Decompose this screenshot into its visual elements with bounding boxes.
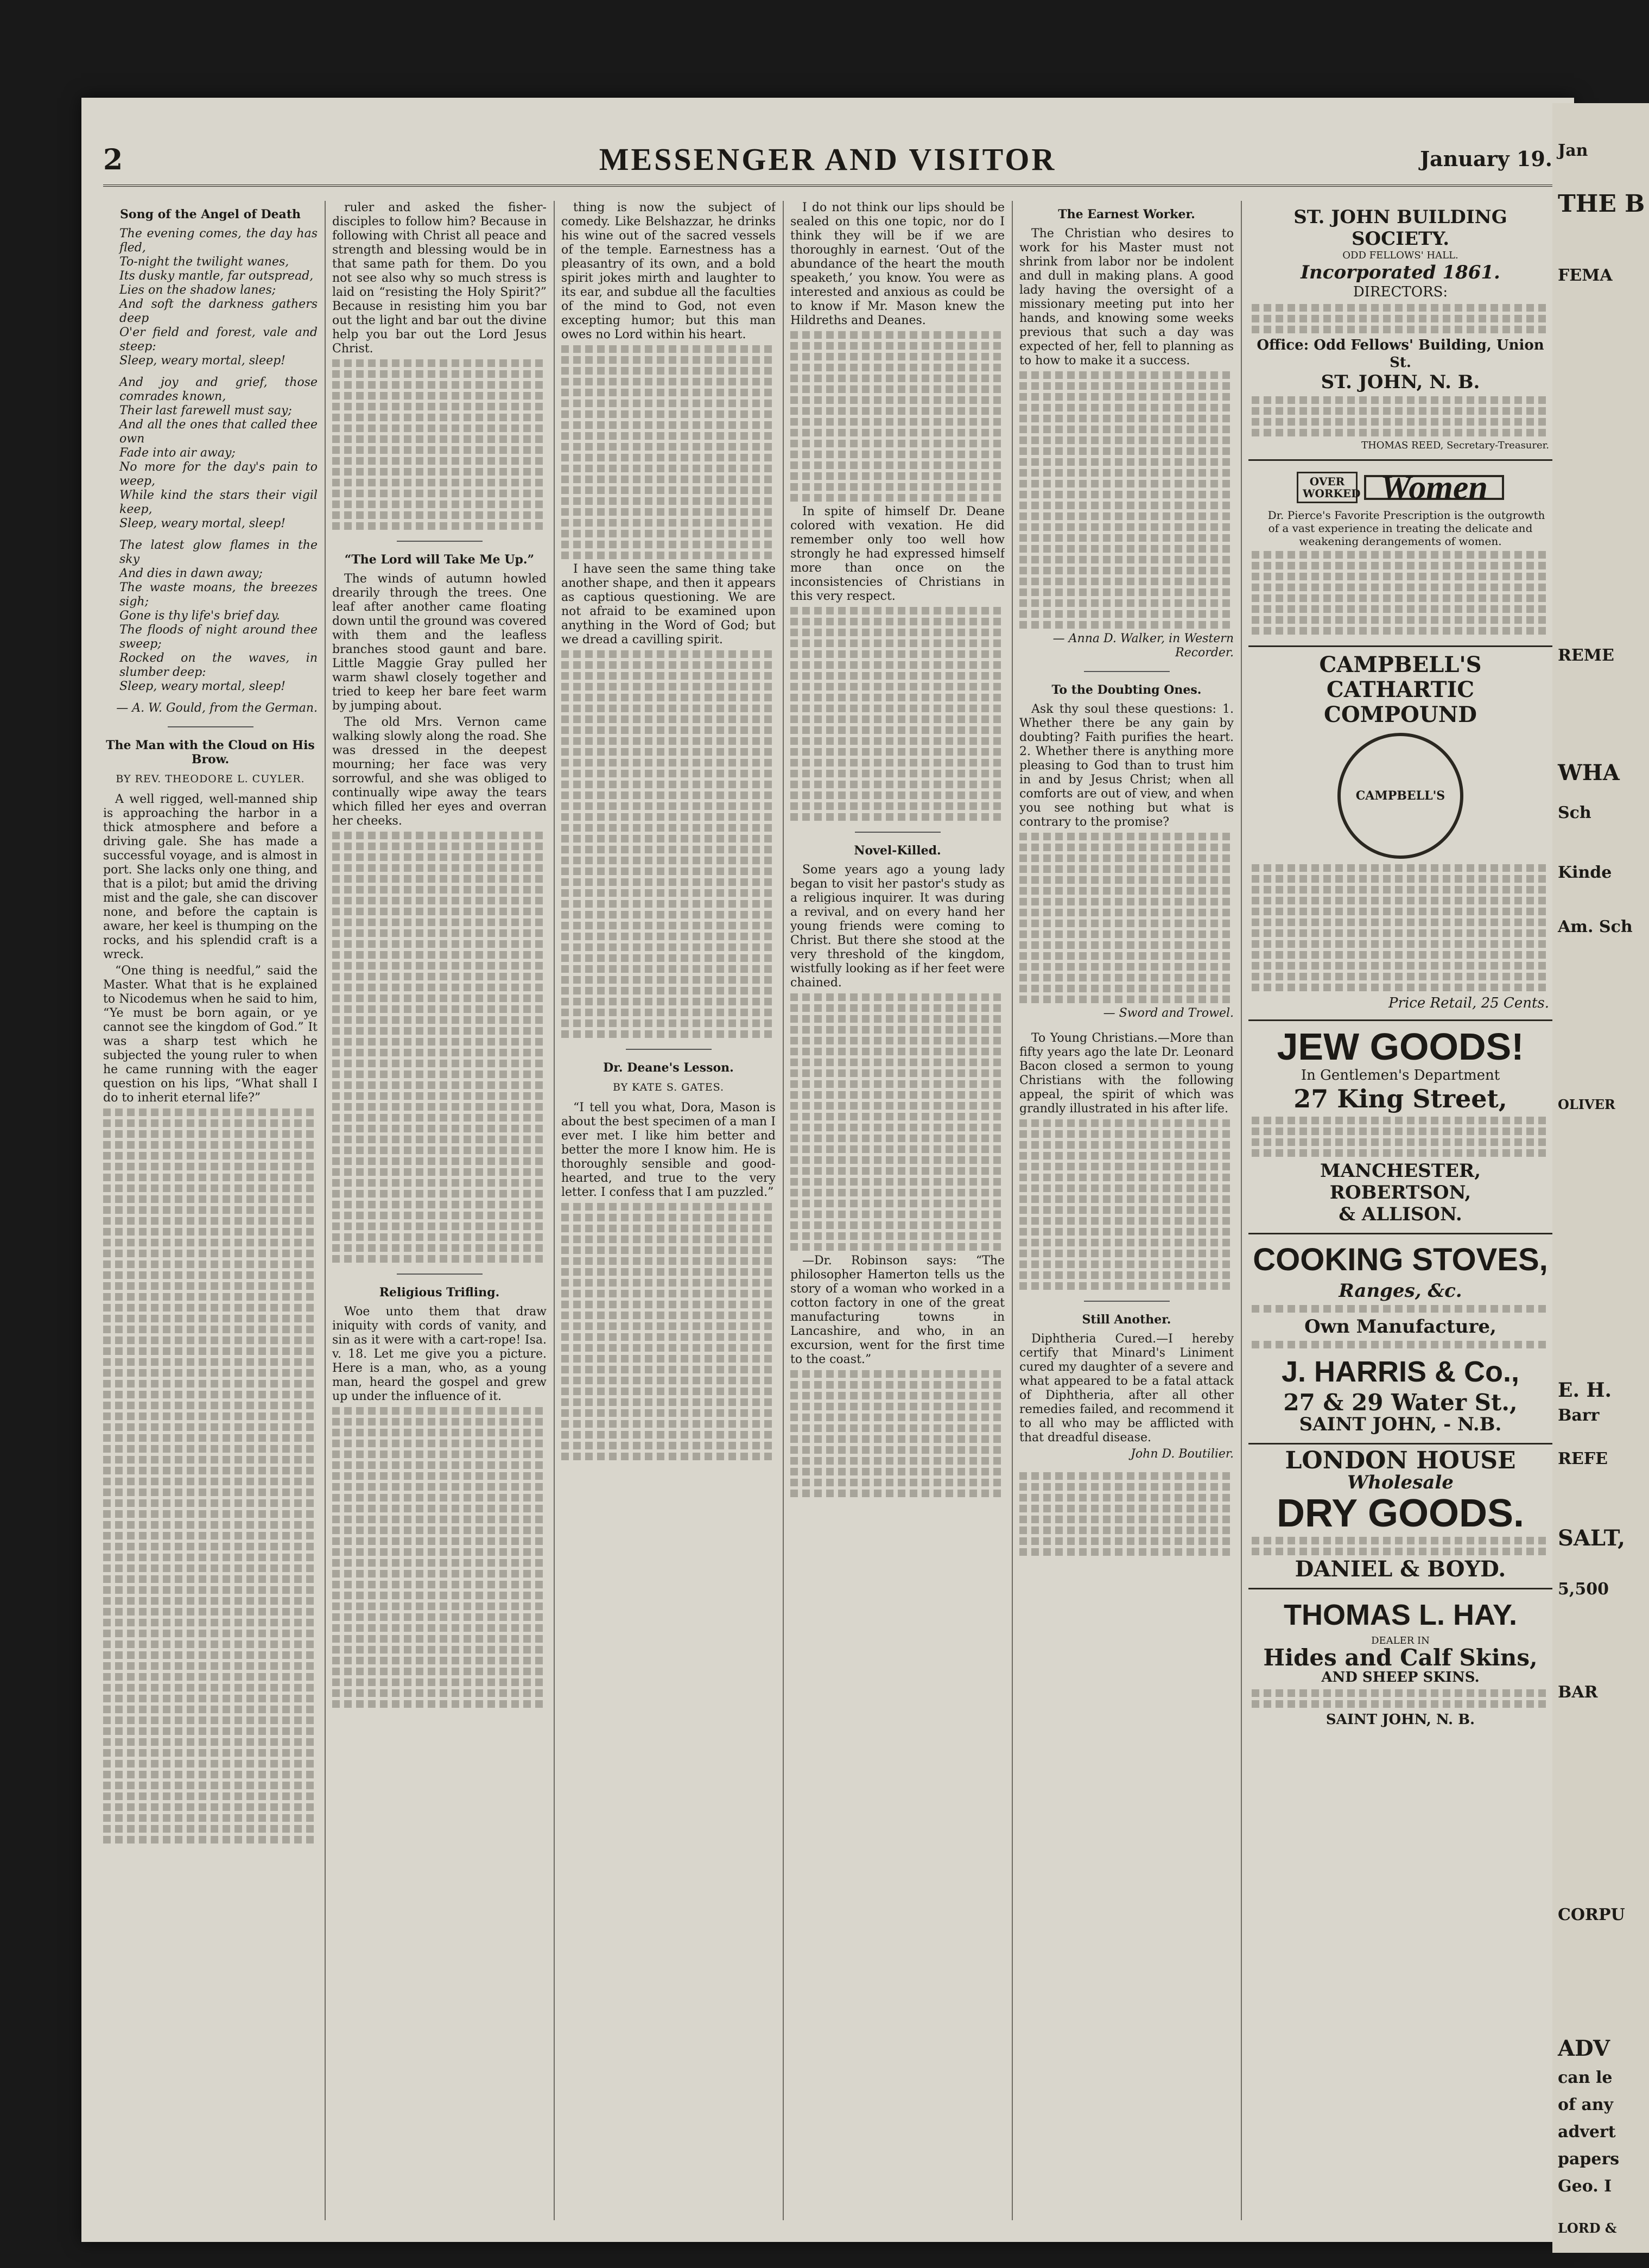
ad-title: COOKING STOVES, bbox=[1253, 1242, 1548, 1277]
adjacent-fragment: Kinde bbox=[1558, 863, 1612, 882]
ad-city: ST. JOHN, N. B. bbox=[1321, 371, 1480, 393]
divider bbox=[626, 1049, 712, 1050]
illegible-text-block bbox=[1019, 371, 1234, 629]
poem-title: Song of the Angel of Death bbox=[120, 207, 301, 221]
ad-jew-goods bbox=[1248, 1021, 1552, 1234]
article-paragraph: “I tell you what, Dora, Mason is about the best specimen of a man I ever met. I like him better and better the more I know him. He is thoroughly sensible and good-hearted, and true to the very letter. I confess that I am puzzled.” bbox=[561, 1101, 776, 1199]
poem-signature: — A. W. Gould, from the German. bbox=[116, 701, 318, 715]
illegible-text-block bbox=[790, 607, 1005, 821]
article-title: “The Lord will Take Me Up.” bbox=[344, 553, 535, 567]
article-signature: John D. Boutilier. bbox=[1131, 1447, 1234, 1461]
ad-goods: Hides and Calf Skins, bbox=[1263, 1644, 1538, 1671]
article-paragraph: I do not think our lips should be sealed on this one topic, nor do I think they will be if we are thoroughly in earnest. ‘Out of the abundance of the heart the mouth speaketh,’ you know. You were as interested and anxious as could be to know if Mr. Mason knew the Hildreths and Deanes. bbox=[790, 201, 1005, 327]
article-title: The Earnest Worker. bbox=[1058, 207, 1195, 221]
article-signature: — Sword and Trowel. bbox=[1103, 1006, 1234, 1020]
illegible-text-block bbox=[332, 832, 547, 1263]
ad-city: SAINT JOHN, - N.B. bbox=[1299, 1414, 1502, 1435]
illegible-text-block bbox=[790, 993, 1005, 1251]
illegible-text-block bbox=[1019, 1472, 1234, 1556]
ad-campbells-cathartic bbox=[1248, 647, 1552, 1021]
divider bbox=[1084, 671, 1170, 672]
divider bbox=[855, 832, 941, 833]
illegible-text-block bbox=[1019, 1119, 1234, 1290]
poem-stanza: And joy and grief, those comrades known, Their last farewell must say; And all the ones that called thee own Fade into air away; No more for the day's pain to weep, While kind the stars their vigil keep, Sleep, weary mortal, sleep! bbox=[119, 376, 318, 530]
ad-city: SAINT JOHN, N. B. bbox=[1325, 1712, 1475, 1728]
column-5 bbox=[1019, 201, 1234, 2220]
page-number: 2 bbox=[103, 143, 123, 176]
article-paragraph: I have seen the same thing take another shape, and then it appears as captious questioning. We are not afraid to be examined upon anything in the Word of God; but we dread a cavilling spirit. bbox=[561, 562, 776, 647]
column-rule bbox=[325, 201, 326, 2220]
divider bbox=[1084, 1301, 1170, 1302]
illegible-text-block bbox=[790, 1370, 1005, 1497]
article-title: Dr. Deane's Lesson. bbox=[603, 1061, 734, 1075]
ad-own-manufacture: Own Manufacture, bbox=[1304, 1316, 1496, 1338]
article-signature: — Anna D. Walker, in Western Recorder. bbox=[1052, 632, 1234, 660]
ad-address: 27 & 29 Water St., bbox=[1283, 1389, 1518, 1416]
ad-subtitle: In Gentlemen's Department bbox=[1301, 1067, 1500, 1084]
article-paragraph: —Dr. Robinson says: “The philosopher Hamerton tells us the story of a woman who worked in a cotton factory in one of the great manufacturing towns in Lancashire, and who, in an excursion, went for the first time to the coast.” bbox=[790, 1254, 1005, 1366]
adjacent-fragment: OLIVER bbox=[1558, 1097, 1615, 1112]
illegible-text-block bbox=[561, 1203, 776, 1460]
ad-title: CAMPBELL'S CATHARTIC COMPOUND bbox=[1319, 652, 1482, 727]
adjacent-fragment: BAR bbox=[1558, 1683, 1598, 1702]
column-3 bbox=[561, 201, 776, 2220]
adjacent-fragment: WHA bbox=[1558, 760, 1620, 785]
adjacent-fragment: Sch bbox=[1558, 803, 1591, 822]
column-rule bbox=[1241, 201, 1242, 2220]
newspaper-page bbox=[81, 98, 1574, 2242]
column-4 bbox=[790, 201, 1005, 2220]
illegible-text-block bbox=[561, 650, 776, 1038]
ad-badge: OVER WORKED bbox=[1297, 472, 1358, 503]
adjacent-fragment: REME bbox=[1558, 646, 1614, 665]
illegible-text-block bbox=[332, 359, 547, 530]
ad-subtitle: ODD FELLOWS' HALL. bbox=[1342, 250, 1458, 261]
masthead bbox=[103, 141, 1552, 187]
article-paragraph: A well rigged, well-manned ship is approaching the harbor in a thick atmosphere and before a driving gale. She has made a successful voyage, and is almost in port. She lacks only one thing, and that is a pilot; but amid the driving mist and the gale, she can discover none, and before the captain is aware, her keel is thumping on the rocks, and his splendid craft is a wreck. bbox=[103, 793, 318, 961]
ad-signature: THOMAS REED, Secretary-Treasurer. bbox=[1361, 440, 1549, 451]
article-paragraph: Woe unto them that draw iniquity with cords of vanity, and sin as it were with a cart-rope! Isa. v. 18. Let me give you a picture. Here is a man, who, as a young man, heard the gospel and grew up under the influence of it. bbox=[332, 1305, 547, 1403]
poem-stanza: The evening comes, the day has fled, To-night the twilight wanes, Its dusky mantle, far outspread, Lies on the shadow lanes; And soft the darkness gathers deep O'er field and forest, vale and steep: Sleep, weary mortal, sleep! bbox=[119, 227, 318, 368]
article-paragraph: The Christian who desires to work for his Master must not shrink from labor nor be indolent and dull in making plans. A good lady having the oversight of a missionary meeting put into her hands, and knowing some weeks previous that such a day was expected of her, fell to planning as to how to make it a success. bbox=[1019, 227, 1234, 368]
ad-subtitle: Wholesale bbox=[1347, 1472, 1454, 1493]
ad-subtitle: Ranges, &c. bbox=[1339, 1280, 1462, 1302]
divider bbox=[397, 1274, 483, 1275]
adjacent-fragment: FEMA bbox=[1558, 266, 1613, 285]
ad-office: Office: Odd Fellows' Building, Union St. bbox=[1257, 337, 1544, 371]
adjacent-fragment: 5,500 bbox=[1558, 1580, 1609, 1599]
article-title: Novel-Killed. bbox=[854, 844, 941, 858]
ad-firm: J. HARRIS & Co., bbox=[1281, 1355, 1520, 1388]
article-paragraph: thing is now the subject of comedy. Like Belshazzar, he drinks his wine out of the sacred vessels of the temple. Earnestness has a pleasantry of its own, and a bold spirit jokes mirth and laughter to its ear, and subdue all the faculties of the mind to God, not even excepting humor; but this man owes no Lord within his heart. bbox=[561, 201, 776, 341]
ad-firm-line: & ALLISON. bbox=[1339, 1203, 1462, 1225]
adjacent-fragment: of any bbox=[1558, 2095, 1614, 2114]
article-paragraph: ruler and asked the fisher-disciples to follow him? Because in following with Christ all peace and strength and blessing would be in that same path for them. Do you not see also why so much stress is laid on “resisting the Holy Spirit?” Because in resisting him you bar out the light and bar out the divine help you bar out the Lord Jesus Christ. bbox=[332, 201, 547, 356]
column-2 bbox=[332, 201, 547, 2220]
ad-dealer: DEALER IN bbox=[1371, 1635, 1430, 1646]
adjacent-fragment: ADV bbox=[1558, 2036, 1610, 2061]
ad-title: THOMAS L. HAY. bbox=[1283, 1599, 1518, 1631]
column-rule bbox=[783, 201, 784, 2220]
adjacent-fragment: REFE bbox=[1558, 1449, 1608, 1468]
ad-price: Price Retail, 25 Cents. bbox=[1388, 995, 1549, 1011]
ad-title: JEW GOODS! bbox=[1277, 1025, 1524, 1068]
adjacent-fragment: can le bbox=[1558, 2068, 1613, 2087]
newspaper-title: MESSENGER AND VISITOR bbox=[599, 142, 1057, 177]
article-byline: BY KATE S. GATES. bbox=[612, 1081, 725, 1093]
adjacent-page-edge bbox=[1552, 103, 1649, 2253]
ad-subtitle: AND SHEEP SKINS. bbox=[1321, 1669, 1480, 1686]
ad-title: ST. JOHN BUILDING SOCIETY. bbox=[1293, 206, 1507, 250]
ad-address: 27 King Street, bbox=[1293, 1084, 1507, 1113]
adjacent-fragment: Barr bbox=[1558, 1406, 1600, 1425]
adjacent-date-fragment: Jan bbox=[1558, 141, 1588, 160]
adjacent-fragment: advert bbox=[1558, 2123, 1616, 2142]
ad-directors-heading: DIRECTORS: bbox=[1353, 284, 1448, 300]
adjacent-fragment: THE B bbox=[1558, 190, 1645, 218]
article-paragraph: To Young Christians.—More than fifty years ago the late Dr. Leonard Bacon closed a sermon to young Christians with the following appeal, the spirit of which was grandly illustrated in his after life. bbox=[1019, 1031, 1234, 1116]
article-title: To the Doubting Ones. bbox=[1051, 683, 1202, 697]
ad-title: LONDON HOUSE bbox=[1285, 1447, 1516, 1474]
medicine-seal-icon: CAMPBELL'S bbox=[1337, 733, 1463, 859]
article-byline: BY REV. THEODORE L. CUYLER. bbox=[116, 773, 305, 785]
column-rule bbox=[554, 201, 555, 2220]
illegible-text-block bbox=[332, 1407, 547, 1708]
issue-date: January 19. bbox=[1420, 147, 1552, 171]
article-paragraph: Ask thy soul these questions: 1. Whether there be any gain by doubting? Faith purifies the heart. 2. Whether there is anything more pleasing to God than to trust him in and by Jesus Christ; when all comforts are out of view, and when you see nothing but what is contrary to the promise? bbox=[1019, 702, 1234, 829]
ad-thomas-hay bbox=[1248, 1589, 1552, 1736]
ad-body: Dr. Pierce's Favorite Prescription is the outgrowth of a vast experience in treating the delicate and weakening derangements of women. bbox=[1267, 509, 1545, 548]
article-paragraph: “One thing is needful,” said the Master. What that is he explained to Nicodemus when he said to him, “Ye must be born again, or ye cannot see the kingdom of God.” It was a sharp test which he subjected the young ruler to when he came running with the eager question on his lips, “What shall I do to inherit eternal life?” bbox=[103, 964, 318, 1105]
article-paragraph: In spite of himself Dr. Deane colored with vexation. He did remember only too well how strongly he had expressed himself more than once on the inconsistencies of Christians in this very respect. bbox=[790, 505, 1005, 603]
ad-building-society bbox=[1248, 201, 1552, 461]
adjacent-fragment: papers bbox=[1558, 2150, 1620, 2169]
illegible-text-block bbox=[790, 331, 1005, 502]
divider bbox=[397, 541, 483, 542]
article-paragraph: Diphtheria Cured.—I hereby certify that Minard's Liniment cured my daughter of a severe and what appeared to be a fatal attack of Diphtheria, after all other remedies failed, and recommend it to all who may be afflicted with that dreadful disease. bbox=[1019, 1332, 1234, 1445]
adjacent-fragment: Geo. I bbox=[1558, 2177, 1612, 2196]
adjacent-fragment: LORD & bbox=[1558, 2220, 1617, 2236]
illegible-text-block bbox=[1019, 833, 1234, 1003]
article-paragraph: The winds of autumn howled drearily through the trees. One leaf after another came floating down until the ground was covered with them and the leafless branches stood gaunt and bare. Little Maggie Gray pulled her warm shawl closely together and tried to keep her bare feet warm by jumping about. bbox=[332, 572, 547, 713]
article-title: Still Another. bbox=[1082, 1313, 1171, 1327]
article-title: The Man with the Cloud on His Brow. bbox=[106, 738, 315, 766]
article-paragraph: Some years ago a young lady began to visit her pastor's study as a religious inquirer. It was during a revival, and on every hand her young friends were coming to Christ. But there she stood at the very threshold of the kingdom, wistfully looking as if her feet were chained. bbox=[790, 863, 1005, 990]
ad-year: Incorporated 1861. bbox=[1301, 262, 1500, 283]
ad-goods: DRY GOODS. bbox=[1276, 1492, 1525, 1535]
divider bbox=[168, 726, 253, 727]
illegible-text-block bbox=[561, 345, 776, 559]
adjacent-fragment: CORPU bbox=[1558, 1905, 1625, 1924]
article-title: Religious Trifling. bbox=[379, 1285, 500, 1300]
advertisements-column bbox=[1248, 201, 1552, 2220]
ad-london-house bbox=[1248, 1445, 1552, 1589]
ad-overworked-women bbox=[1248, 461, 1552, 647]
adjacent-fragment: Am. Sch bbox=[1558, 917, 1633, 936]
adjacent-fragment: E. H. bbox=[1558, 1379, 1612, 1402]
adjacent-fragment: SALT, bbox=[1558, 1525, 1626, 1551]
ad-banner: Women bbox=[1364, 475, 1504, 500]
ad-firm-line: MANCHESTER, bbox=[1320, 1160, 1481, 1182]
ad-firm-line: ROBERTSON, bbox=[1329, 1182, 1472, 1203]
column-rule bbox=[1012, 201, 1013, 2220]
poem-stanza: The latest glow flames in the sky And dies in dawn away; The waste moans, the breezes sigh; Gone is thy life's brief day. The floods of night around thee sweep; Rocked on the waves, in slumber deep: Sleep, weary mortal, sleep! bbox=[119, 539, 318, 693]
column-1 bbox=[103, 201, 318, 2220]
ad-cooking-stoves bbox=[1248, 1234, 1552, 1445]
article-paragraph: The old Mrs. Vernon came walking slowly along the road. She was dressed in the deepest mourning; her face was very sorrowful, and she was obliged to continually wipe away the tears which filled her eyes and overran her cheeks. bbox=[332, 715, 547, 828]
ad-firm: DANIEL & BOYD. bbox=[1295, 1556, 1506, 1582]
illegible-text-block bbox=[103, 1108, 318, 1843]
